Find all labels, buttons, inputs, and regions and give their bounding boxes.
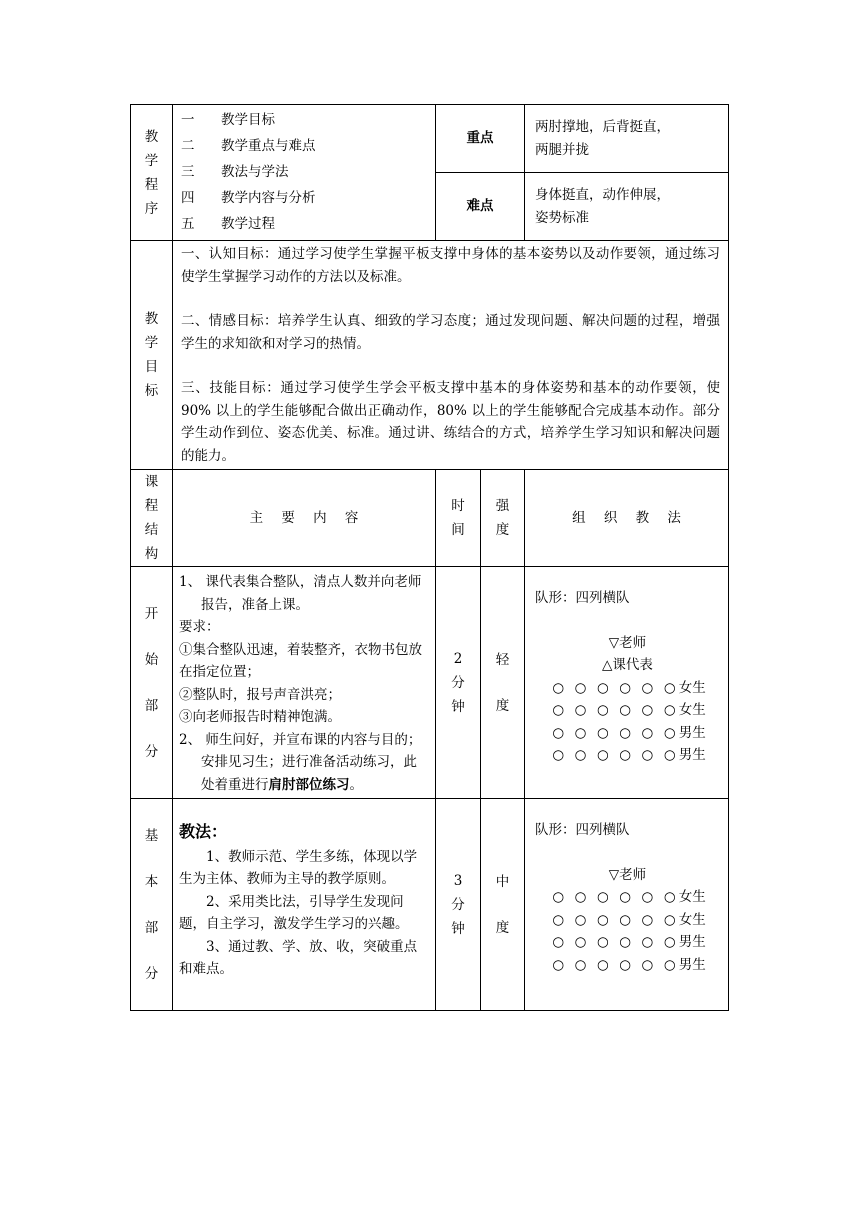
student-dot: ○: [619, 724, 632, 741]
program-item-text: 教学内容与分析: [221, 190, 316, 206]
opening-time: [436, 567, 481, 799]
key-point-label: 重点: [436, 105, 525, 173]
basic-label-char: 部: [144, 919, 159, 936]
basic-label-char: 本: [144, 873, 159, 890]
student-dot: ○: [552, 889, 565, 905]
difficulty-text: [525, 173, 729, 241]
student-dot: ○: [619, 747, 632, 763]
basic-intensity: [481, 799, 525, 1011]
student-dot: ○: [596, 889, 609, 905]
basic-intensity-char: 度: [495, 919, 510, 936]
student-dot: ○: [619, 889, 632, 905]
basic-label-char: 分: [144, 965, 159, 982]
cognitive-goal: 一、认知目标：通过学习使学生掌握平板支撑中身体的基本姿势以及动作要领，通过练习使学生掌握学习动作的方法以及标准。: [181, 246, 720, 285]
opening-label-char: 开: [144, 605, 159, 622]
program-label-char: 序: [144, 200, 159, 217]
student-dot: ○: [619, 956, 632, 973]
row-label: 女生: [678, 679, 706, 696]
formation-row: [535, 677, 728, 700]
student-dot: ○: [641, 747, 654, 763]
goals-label-char: 目: [144, 359, 159, 375]
opening-label: [131, 567, 173, 799]
opening-intensity: [481, 567, 525, 799]
opening-formation-label: 队形：四列横队: [535, 590, 630, 606]
row-label: 男生: [678, 724, 706, 741]
student-dot: ○: [663, 889, 676, 905]
basic-time-char: 分: [451, 896, 465, 913]
goals-label-char: 学: [144, 335, 159, 351]
student-dot: ○: [641, 956, 654, 973]
student-dot: ○: [574, 724, 587, 741]
opening-label-char: 部: [144, 697, 159, 714]
basic-formation: [525, 799, 729, 1011]
program-list: [173, 105, 436, 241]
opening-time-char: 钟: [451, 698, 465, 715]
basic-time-char: 钟: [451, 920, 465, 937]
program-label-char: 学: [144, 152, 159, 169]
student-dot: ○: [663, 724, 676, 741]
program-item: [181, 159, 427, 185]
opening-step-2-suffix: 。: [349, 776, 363, 793]
student-dot: ○: [574, 911, 587, 928]
program-item-num: 二: [181, 138, 195, 154]
program-label-char: 程: [144, 176, 159, 193]
student-dot: ○: [663, 679, 676, 696]
student-dot: ○: [641, 702, 654, 718]
key-point-line: 两腿并拢: [535, 141, 589, 158]
basic-content: [173, 799, 436, 1011]
student-dot: ○: [663, 702, 676, 718]
opening-label-char: 始: [144, 651, 159, 668]
teaching-method-3: 3、通过教、学、放、收，突破重点和难点。: [179, 938, 418, 977]
program-item-text: 教学过程: [221, 216, 275, 232]
teacher-mark: ▽老师: [608, 634, 647, 651]
student-dot: ○: [596, 679, 609, 696]
student-dot: ○: [641, 934, 654, 950]
time-header-char: 时: [451, 498, 465, 514]
key-point-text: [525, 105, 729, 173]
formation-row: [535, 722, 728, 745]
goals-text: [173, 241, 729, 470]
opening-intensity-char: 度: [495, 697, 510, 714]
intensity-header-char: 度: [495, 522, 510, 538]
row-label: 女生: [678, 702, 706, 718]
basic-intensity-char: 中: [495, 873, 510, 890]
program-item: [181, 185, 427, 211]
student-dot: ○: [596, 934, 609, 950]
basic-time: [436, 799, 481, 1011]
student-dot: ○: [641, 724, 654, 741]
row-label: 男生: [678, 747, 706, 763]
key-point-line: 两肘撑地，后背挺直，: [535, 119, 670, 135]
formation-row: [535, 886, 728, 909]
intensity-header-char: 强: [495, 498, 510, 514]
opening-step-2-text: 2、 师生问好，并宣布课的内容与目的；安排见习生；进行准备活动练习，此处着重进行: [179, 731, 422, 793]
row-label: 女生: [678, 911, 706, 928]
goals-label-char: 教: [144, 311, 159, 327]
method-header: 组 织 教 法: [525, 470, 729, 567]
opening-step-2: [179, 729, 429, 797]
formation-row: [535, 699, 728, 722]
program-item: [181, 107, 427, 133]
student-dot: ○: [619, 679, 632, 696]
structure-label-char: 结: [144, 522, 159, 538]
program-label: [131, 105, 173, 241]
difficulty-line: 姿势标准: [535, 209, 589, 226]
structure-label-char: 程: [144, 498, 159, 514]
row-label: 男生: [678, 934, 706, 950]
student-dot: ○: [574, 679, 587, 696]
student-dot: ○: [574, 702, 587, 718]
student-dot: ○: [574, 889, 587, 905]
student-dot: ○: [596, 911, 609, 928]
teaching-method-title: 教法：: [179, 822, 228, 841]
lesson-plan-table: [130, 104, 729, 1011]
formation-row: [535, 744, 728, 767]
student-dot: ○: [552, 911, 565, 928]
student-dot: ○: [641, 889, 654, 905]
difficulty-line: 身体挺直，动作伸展，: [535, 187, 670, 203]
student-dot: ○: [574, 956, 587, 973]
basic-formation-label: 队形：四列横队: [535, 822, 630, 838]
time-header: [436, 470, 481, 567]
student-dot: ○: [574, 934, 587, 950]
requirement-3: ③向老师报告时精神饱满。: [179, 709, 341, 725]
formation-row: [535, 909, 728, 932]
program-item-num: 五: [181, 216, 195, 232]
emotional-goal: 二、情感目标：培养学生认真、细致的学习态度；通过发现问题、解决问题的过程，增强学生的求知欲和对学习的热情。: [181, 313, 720, 352]
structure-label-char: 构: [144, 546, 159, 562]
student-dot: ○: [552, 934, 565, 950]
difficulty-label: 难点: [436, 173, 525, 241]
opening-time-char: 分: [451, 674, 465, 691]
student-dot: ○: [663, 934, 676, 950]
skill-goal: 三、技能目标：通过学习使学生学会平板支撑中基本的身体姿势和基本的动作要领，使 90% 以上的学生能够配合做出正确动作，80% 以上的学生能够配合完成基本动作。部分学生动作到位、姿态优美、标准。通过讲、练结合的方式，培养学生学习知识和解决问题的能力。: [181, 380, 720, 464]
basic-time-char: 3: [453, 872, 463, 889]
student-dot: ○: [619, 934, 632, 950]
student-dot: ○: [641, 911, 654, 928]
program-item-text: 教法与学法: [221, 164, 289, 180]
student-dot: ○: [619, 702, 632, 718]
opening-step-2-bold: 肩肘部位练习: [268, 776, 350, 793]
student-dot: ○: [663, 911, 676, 928]
student-dot: ○: [552, 679, 565, 696]
structure-label-char: 课: [144, 474, 159, 490]
student-dot: ○: [596, 747, 609, 763]
basic-label: [131, 799, 173, 1011]
student-dot: ○: [552, 702, 565, 718]
structure-label: [131, 470, 173, 567]
opening-step-1: 1、 课代表集合整队，清点人数并向老师报告，准备上课。: [179, 574, 422, 613]
requirement-label: 要求：: [179, 619, 220, 635]
requirement-2: ②整队时，报号声音洪亮；: [179, 686, 341, 703]
teaching-method-1: 1、教师示范、学生多练，体现以学生为主体、教师为主导的教学原则。: [179, 848, 418, 887]
teaching-method-2: 2、采用类比法，引导学生发现问题，自主学习，激发学生学习的兴趣。: [179, 893, 409, 932]
student-dot: ○: [596, 956, 609, 973]
opening-time-char: 2: [453, 650, 463, 667]
program-item-text: 教学目标: [221, 112, 275, 128]
requirement-1: ①集合整队迅速，着装整齐，衣物书包放在指定位置；: [179, 641, 422, 680]
program-label-char: 教: [144, 128, 159, 145]
formation-row: [535, 931, 728, 954]
opening-content: [173, 567, 436, 799]
opening-label-char: 分: [144, 743, 159, 760]
basic-label-char: 基: [144, 827, 159, 844]
program-item: [181, 211, 427, 237]
content-header: 主 要 内 容: [173, 470, 436, 567]
student-dot: ○: [552, 747, 565, 763]
goals-label-char: 标: [144, 383, 159, 399]
opening-intensity-char: 轻: [495, 651, 510, 668]
student-dot: ○: [574, 747, 587, 763]
goals-label: [131, 241, 173, 470]
row-label: 女生: [678, 889, 706, 905]
program-item-num: 三: [181, 164, 195, 180]
program-item-text: 教学重点与难点: [221, 138, 316, 154]
student-dot: ○: [663, 956, 676, 973]
intensity-header: [481, 470, 525, 567]
rep-mark: △课代表: [602, 657, 653, 673]
student-dot: ○: [641, 679, 654, 696]
program-item: [181, 133, 427, 159]
formation-row: [535, 954, 728, 977]
student-dot: ○: [552, 956, 565, 973]
program-item-num: 四: [181, 190, 195, 206]
student-dot: ○: [596, 702, 609, 718]
time-header-char: 间: [451, 522, 465, 538]
student-dot: ○: [552, 724, 565, 741]
program-item-num: 一: [181, 112, 195, 128]
opening-formation: [525, 567, 729, 799]
teacher-mark: ▽老师: [608, 866, 647, 883]
student-dot: ○: [663, 747, 676, 763]
row-label: 男生: [678, 956, 706, 973]
student-dot: ○: [596, 724, 609, 741]
student-dot: ○: [619, 911, 632, 928]
